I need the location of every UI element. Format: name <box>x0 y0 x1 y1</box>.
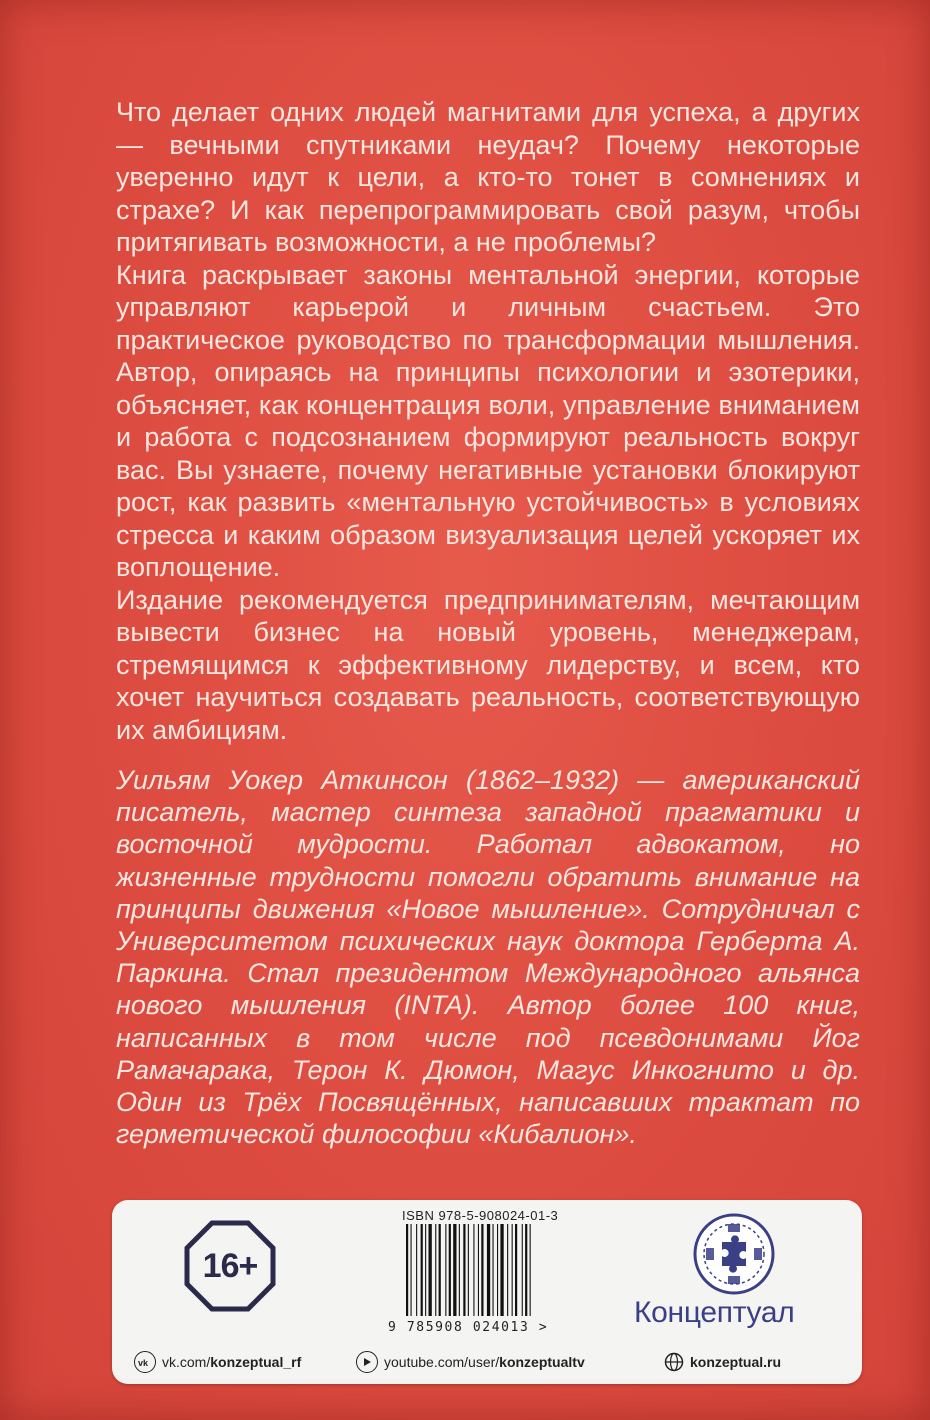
barcode-bar <box>525 1224 527 1316</box>
vk-icon <box>134 1351 156 1373</box>
puzzle-globe-logo-icon <box>692 1212 776 1296</box>
youtube-handle: konzeptualtv <box>499 1354 585 1370</box>
barcode-bar <box>459 1224 460 1316</box>
author-bio-text: Уильям Уокер Аткинсон (1862–1932) — американский писатель, мастер синтеза западной прагматики и восточной мудрости. Работал адвокатом, но жизненные трудности помогли обратить внимание на принципы движения «Новое мышление». Сотрудничал с Университетом психических наук доктора Герберта А. Паркина. Стал президентом Международного альянса нового мышления (INTA). Автор более 100 книг, написанных в том числе под псевдонимами Йог Рамачарака, Терон К. Дюмон, Магус Инкогнито и др. Один из Трёх Посвящённых, написавших трактат по герметической философии «Кибалион». <box>116 765 860 1150</box>
vk-handle: konzeptual_rf <box>210 1354 302 1370</box>
vk-prefix: vk.com/ <box>162 1354 211 1370</box>
barcode-bar <box>481 1224 483 1316</box>
svg-text:vk: vk <box>138 1358 149 1367</box>
book-description <box>116 96 860 746</box>
website-url: konzeptual.ru <box>690 1354 782 1370</box>
barcode-bar <box>429 1224 432 1316</box>
barcode <box>404 1224 576 1320</box>
age-rating-label: 16+ <box>202 1246 258 1285</box>
vk-link[interactable] <box>134 1350 301 1374</box>
barcode-bar <box>411 1224 412 1316</box>
youtube-prefix: youtube.com/user/ <box>384 1354 500 1370</box>
barcode-bar <box>453 1224 456 1316</box>
description-paragraph-1: Что делает одних людей магнитами для успеха, а других — вечными спутниками неудач? Почему некоторые уверенно идут к цели, а кто-то тонет в сомнениях и страхе? И как перепрограммировать свой разум, чтобы притягивать возможности, а не проблемы? <box>116 97 860 257</box>
globe-icon <box>664 1352 684 1372</box>
barcode-bar <box>487 1224 490 1316</box>
barcode-bar <box>449 1224 451 1316</box>
barcode-bar <box>473 1224 474 1316</box>
info-panel <box>112 1200 862 1384</box>
barcode-bar <box>421 1224 423 1316</box>
barcode-bar <box>445 1224 446 1316</box>
isbn-label: ISBN 978-5-908024-01-3 <box>402 1208 559 1223</box>
publisher-name: Концептуал <box>634 1296 795 1329</box>
barcode-bar <box>507 1224 508 1316</box>
age-rating-badge <box>184 1220 276 1312</box>
barcode-bar <box>439 1224 441 1316</box>
barcode-digits: 9 785908 024013 > <box>388 1320 549 1335</box>
description-paragraph-3: Издание рекомендуется предпринимателям, мечтающим вывести бизнес на новый уровень, менеджерам, стремящимся к эффективному лидерству, и всем, кто хочет научиться создавать реальность, соответствующую их амбициям. <box>116 584 860 745</box>
barcode-bar <box>468 1224 469 1316</box>
barcode-bar <box>515 1224 517 1316</box>
website-link[interactable] <box>664 1350 781 1374</box>
barcode-bar <box>463 1224 465 1316</box>
barcode-bar <box>435 1224 436 1316</box>
barcode-bar <box>512 1224 513 1316</box>
description-paragraph-2: Книга раскрывает законы ментальной энергии, которые управляют карьерой и личным счастьем. Это практическое руководство по трансформации мышления. Автор, опираясь на принципы психологии и эзотерики, объясняет, как концентрация воли, управление вниманием и работа с подсознанием формируют реальность вокруг вас. Вы узнаете, почему негативные установки блокируют рост, как развить «ментальную устойчивость» в условиях стресса и каким образом визуализация целей ускоряет их воплощение. <box>116 259 860 582</box>
barcode-bar <box>416 1224 417 1316</box>
youtube-icon <box>356 1351 378 1373</box>
youtube-link[interactable] <box>356 1350 585 1374</box>
barcode-bar <box>425 1224 426 1316</box>
barcode-bar <box>530 1224 531 1316</box>
author-bio <box>116 764 860 1150</box>
barcode-bar <box>522 1224 523 1316</box>
barcode-bar <box>406 1224 408 1316</box>
barcode-bar <box>497 1224 498 1316</box>
barcode-bar <box>478 1224 479 1316</box>
barcode-bar <box>493 1224 494 1316</box>
barcode-bar <box>500 1224 503 1316</box>
